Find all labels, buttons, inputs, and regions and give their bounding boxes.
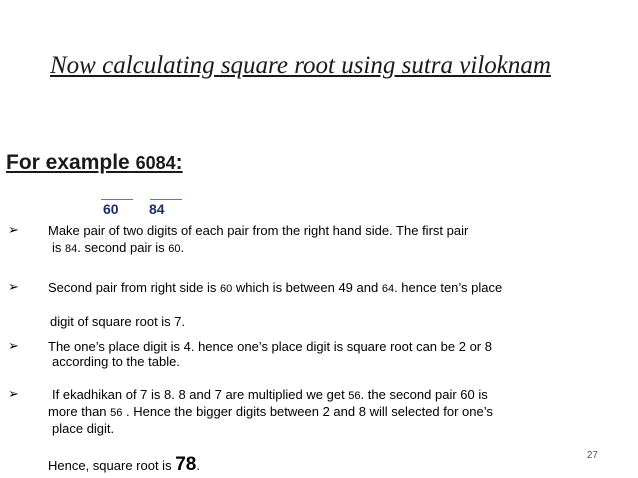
page-number: 27 xyxy=(586,450,598,461)
result-text: Hence, square root is xyxy=(48,458,176,473)
para1-num: 60 xyxy=(168,243,181,255)
para2-text: which is between 49 and xyxy=(232,280,382,295)
pair-left-overline xyxy=(101,199,133,200)
para4-line3: place digit. xyxy=(52,421,115,436)
para1-num: 84 xyxy=(65,243,78,255)
para4-text: . the second pair 60 is xyxy=(360,387,488,402)
para1-line1: Make pair of two digits of each pair from the right hand side. The first pair xyxy=(48,223,469,238)
para1-line2 xyxy=(52,239,184,258)
pair-right: 84 xyxy=(149,201,165,217)
para2-num: 64 xyxy=(381,283,395,295)
pair-left: 60 xyxy=(103,201,119,217)
example-number: 6084 xyxy=(135,153,176,173)
para1-text: . xyxy=(180,240,185,255)
para4-line2 xyxy=(48,403,493,422)
result-value: 78 xyxy=(175,454,197,475)
para2-text: . hence ten’s place xyxy=(394,280,503,295)
para4-text: . Hence the bigger digits between 2 and 8 will selected for one’s xyxy=(122,404,493,419)
para3-line1: The one’s place digit is 4. hence one’s place digit is square root can be 2 or 8 xyxy=(48,339,492,354)
bullet-icon: ➢ xyxy=(8,279,19,294)
pair-right-overline xyxy=(150,199,182,200)
page-title: Now calculating square root using sutra viloknam xyxy=(50,52,551,79)
para1-text: is xyxy=(52,240,65,255)
result-line xyxy=(48,456,200,474)
example-heading xyxy=(6,151,183,175)
para4-text: If ekadhikan of 7 is 8. 8 and 7 are multiplied we get xyxy=(52,387,349,402)
bullet-icon: ➢ xyxy=(8,338,19,353)
result-text: . xyxy=(196,458,200,473)
example-label: For example xyxy=(6,151,130,174)
para4-num: 56 xyxy=(110,407,123,419)
para1-text: . second pair is xyxy=(77,240,169,255)
bullet-icon: ➢ xyxy=(8,386,19,401)
para2-num: 60 xyxy=(219,283,233,295)
bullet-icon: ➢ xyxy=(8,222,19,237)
para4-text: more than xyxy=(48,404,111,419)
para2-line2: digit of square root is 7. xyxy=(50,314,186,329)
para2-text: Second pair from right side is xyxy=(48,280,220,295)
para4-num: 56 xyxy=(348,390,361,402)
example-colon: : xyxy=(175,151,183,174)
para2-line1 xyxy=(48,279,502,298)
para3-line2: according to the table. xyxy=(52,354,180,369)
